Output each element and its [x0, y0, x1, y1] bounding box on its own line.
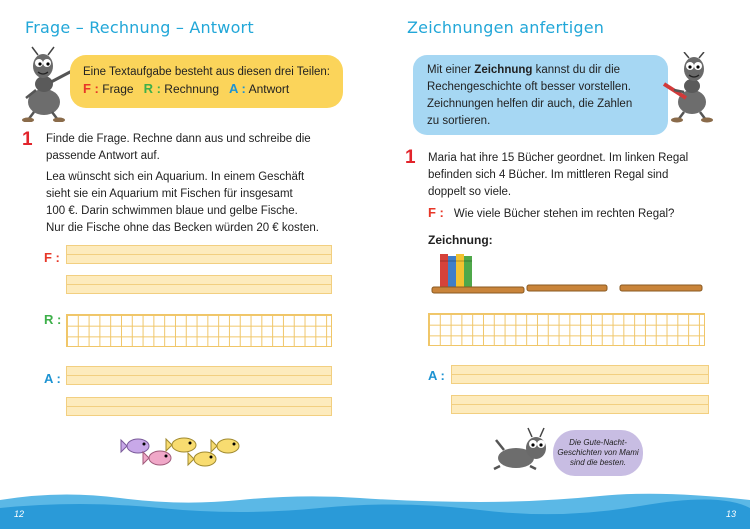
- antwort-answer-line-1[interactable]: [66, 366, 332, 385]
- frage-answer-line-1[interactable]: [66, 245, 332, 264]
- tip-line: Rechengeschichte oft besser vorstellen.: [427, 81, 631, 93]
- antwort-word: Antwort: [248, 82, 290, 96]
- frage-word: Frage: [102, 82, 134, 96]
- frage-label: F :: [428, 205, 444, 220]
- antwort-answer-line-2[interactable]: [66, 397, 332, 416]
- fish-illustration-icon: [120, 433, 250, 469]
- question-row: [428, 205, 674, 223]
- page-number-right: 13: [726, 509, 737, 519]
- story-line: sieht sie ein Aquarium mit Fischen für insgesamt: [46, 188, 293, 200]
- instruction-line: passende Antwort auf.: [46, 150, 160, 162]
- tip-keyword: Zeichnung: [474, 64, 533, 76]
- tip-text: [427, 62, 663, 130]
- antwort-label: A :: [44, 371, 61, 386]
- story-line: Maria hat ihre 15 Bücher geordnet. Im linken Regal: [428, 152, 689, 164]
- left-page-title: Frage – Rechnung – Antwort: [25, 18, 254, 37]
- speech-line: sind die besten.: [569, 458, 627, 467]
- tip-bubble: [413, 55, 668, 135]
- exercise-number: 1: [22, 129, 33, 150]
- story-text: [46, 169, 346, 237]
- tip-text-end: kannst du dir die: [532, 64, 621, 76]
- right-shelf: [620, 285, 702, 291]
- story-line: 100 €. Darin schwimmen blaue und gelbe Fische.: [46, 205, 298, 217]
- rechnung-label: R :: [44, 312, 62, 327]
- exercise-number: 1: [405, 147, 416, 168]
- ant-mascot-reading-icon: [490, 420, 552, 472]
- frage-label: F :: [44, 250, 60, 265]
- speech-bubble: [553, 430, 643, 476]
- parts-list: [83, 81, 289, 96]
- ant-mascot-pencil-icon: [660, 52, 724, 124]
- antwort-answer-line-2[interactable]: [451, 395, 709, 414]
- drawing-grid[interactable]: [428, 313, 705, 346]
- exercise-instruction: [46, 131, 346, 165]
- story-line: doppelt so viele.: [428, 186, 512, 198]
- intro-bubble: [70, 55, 343, 108]
- shelves-illustration: [430, 250, 720, 300]
- rechnung-letter: R :: [143, 81, 161, 96]
- antwort-label: A :: [428, 368, 445, 383]
- water-wave-decoration: [0, 486, 750, 529]
- speech-text: [553, 438, 643, 468]
- rechnung-grid[interactable]: [66, 314, 332, 347]
- intro-text: Eine Textaufgabe besteht aus diesen drei Teilen:: [83, 66, 331, 78]
- story-line: Nur die Fische ohne das Becken würden 20 € kosten.: [46, 222, 319, 234]
- question-text: Wie viele Bücher stehen im rechten Regal?: [453, 208, 675, 220]
- story-line: befinden sich 4 Bücher. Im mittleren Regal sind: [428, 169, 669, 181]
- right-page-title: Zeichnungen anfertigen: [407, 18, 605, 37]
- antwort-answer-line-1[interactable]: [451, 365, 709, 384]
- tip-text-start: Mit einer: [427, 64, 475, 76]
- antwort-letter: A :: [229, 81, 246, 96]
- left-shelf: [432, 287, 524, 293]
- rechnung-word: Rechnung: [164, 82, 220, 96]
- frage-answer-line-2[interactable]: [66, 275, 332, 294]
- tip-line: Zeichnungen helfen dir auch, die Zahlen: [427, 98, 633, 110]
- instruction-line: Finde die Frage. Rechne dann aus und schreibe die: [46, 133, 311, 145]
- tip-line: zu sortieren.: [427, 115, 491, 127]
- frage-letter: F :: [83, 81, 99, 96]
- middle-shelf: [527, 285, 607, 291]
- story-line: Lea wünscht sich ein Aquarium. In einem Geschäft: [46, 171, 305, 183]
- speech-line: Die Gute-Nacht-: [569, 438, 627, 447]
- drawing-label: Zeichnung:: [428, 233, 493, 247]
- speech-line: Geschichten von Mami: [557, 448, 639, 457]
- story-text: [428, 150, 718, 201]
- page-number-left: 12: [14, 509, 25, 519]
- books-icon: [440, 254, 472, 288]
